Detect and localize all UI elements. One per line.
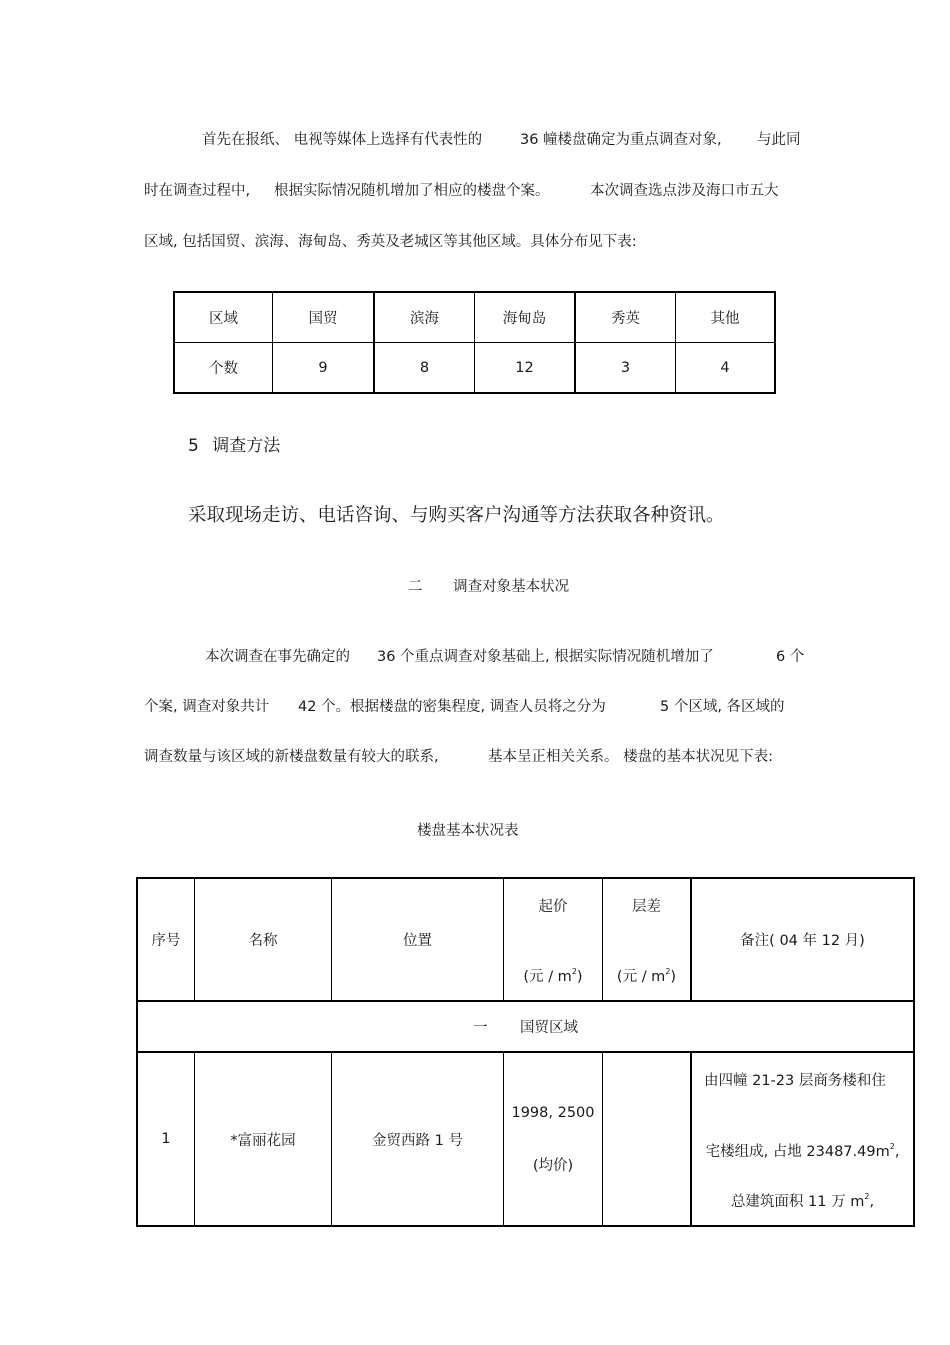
intro-line-1 <box>0 130 950 150</box>
row-name: *富丽花园 <box>195 1052 332 1226</box>
row-price <box>504 1052 603 1226</box>
section-5-number: 5 <box>188 436 199 456</box>
district-table <box>173 291 776 394</box>
district-header-cell: 国贸 <box>273 292 375 343</box>
header-no: 序号 <box>137 878 195 1001</box>
row-note-line-3-wrap <box>692 1190 913 1211</box>
para2-line-1-c: 6 个 <box>776 649 805 665</box>
row-note <box>691 1052 914 1226</box>
header-price-paren: ) <box>576 969 583 985</box>
header-note: 备注( 04 年 12 月) <box>691 878 914 1001</box>
property-header-row <box>137 878 914 1001</box>
para2-line-1-a: 本次调查在事先确定的 <box>205 649 350 665</box>
section-name: 国贸区域 <box>520 1020 579 1036</box>
district-header-cell: 秀英 <box>575 292 676 343</box>
header-location: 位置 <box>332 878 504 1001</box>
district-count-row <box>174 343 775 394</box>
district-count-cell: 4 <box>676 343 776 394</box>
header-floor-top: 层差 <box>632 899 661 915</box>
header-price <box>504 878 603 1001</box>
para2-line-1 <box>0 647 950 667</box>
row-price-line-1: 1998, 2500 <box>511 1105 595 1121</box>
row-note-line-1: 由四幢 21-23 层商务楼和住 <box>704 1073 886 1089</box>
row-price-line-2: (均价) <box>532 1158 574 1174</box>
section-5-heading <box>188 431 280 456</box>
para2-line-3-a: 调查数量与该区域的新楼盘数量有较大的联系, <box>144 749 439 765</box>
district-count-cell: 8 <box>374 343 475 394</box>
intro-line-2-b: 根据实际情况随机增加了相应的楼盘个案。 <box>274 183 550 199</box>
header-price-top: 起价 <box>538 899 568 915</box>
row-note-line-2-sup: 2 <box>889 1142 895 1151</box>
section-5-title: 调查方法 <box>212 436 281 456</box>
property-table <box>136 877 915 1227</box>
para2-line-1-b: 36 个重点调查对象基础上, 根据实际情况随机增加了 <box>377 649 714 665</box>
table-title: 楼盘基本状况表 <box>417 823 519 839</box>
intro-line-2-a: 时在调查过程中, <box>144 183 251 199</box>
district-count-cell: 个数 <box>174 343 273 394</box>
district-count-cell: 9 <box>273 343 375 394</box>
method-text: 采取现场走访、电话咨询、与购买客户沟通等方法获取各种资讯。 <box>188 505 725 526</box>
section-number: 一 <box>472 1020 488 1036</box>
para2-line-2-c: 5 个区域, 各区域的 <box>660 699 785 715</box>
row-no: 1 <box>137 1052 195 1226</box>
section-row <box>137 1001 914 1052</box>
para2-line-2-a: 个案, 调查对象共计 <box>144 699 270 715</box>
row-note-line-3-sup: 2 <box>864 1192 870 1201</box>
district-header-cell: 区域 <box>174 292 273 343</box>
header-floor-sup: 2 <box>665 967 671 976</box>
para2-line-3-b: 基本呈正相关关系。 楼盘的基本状况见下表: <box>488 749 773 765</box>
para2-line-3 <box>0 747 950 767</box>
intro-line-1-a: 首先在报纸、 电视等媒体上选择有代表性的 <box>202 132 483 148</box>
para2-line-2 <box>0 697 950 717</box>
district-header-cell: 其他 <box>676 292 776 343</box>
header-floor-paren: ) <box>670 969 677 985</box>
row-note-line-3: 总建筑面积 11 万 m <box>730 1194 865 1210</box>
row-note-line-2-wrap <box>692 1140 913 1161</box>
intro-line-1-b: 36 幢楼盘确定为重点调查对象, <box>520 132 722 148</box>
district-header-row <box>174 292 775 343</box>
header-price-unit-wrap <box>504 965 602 986</box>
header-floor <box>603 878 692 1001</box>
para2-line-2-b: 42 个。根据楼盘的密集程度, 调查人员将之分为 <box>298 699 606 715</box>
intro-line-2-c: 本次调查选点涉及海口市五大 <box>590 183 779 199</box>
chapter-2-heading <box>408 575 569 596</box>
row-location: 金贸西路 1 号 <box>332 1052 504 1226</box>
chapter-2-number: 二 <box>408 579 423 595</box>
chapter-2-title: 调查对象基本状况 <box>453 579 570 595</box>
district-count-cell: 12 <box>475 343 576 394</box>
district-header-cell: 滨海 <box>374 292 475 343</box>
header-floor-unit: (元 / m <box>616 969 666 985</box>
header-floor-unit-wrap <box>603 965 690 986</box>
row-note-line-2: 宅楼组成, 占地 23487.49m <box>705 1144 890 1160</box>
row-note-line-2-end: , <box>894 1144 900 1160</box>
district-header-cell: 海甸岛 <box>475 292 576 343</box>
table-row <box>137 1052 914 1226</box>
intro-line-2 <box>0 181 950 201</box>
section-cell <box>137 1001 914 1052</box>
row-note-line-3-end: , <box>869 1194 875 1210</box>
district-count-cell: 3 <box>575 343 676 394</box>
header-price-sup: 2 <box>571 967 577 976</box>
header-name: 名称 <box>195 878 332 1001</box>
header-price-unit: (元 / m <box>523 969 572 985</box>
intro-line-3: 区域, 包括国贸、滨海、海甸岛、秀英及老城区等其他区域。具体分布见下表: <box>144 234 637 250</box>
intro-line-1-c: 与此同 <box>757 132 801 148</box>
row-floor <box>603 1052 692 1226</box>
